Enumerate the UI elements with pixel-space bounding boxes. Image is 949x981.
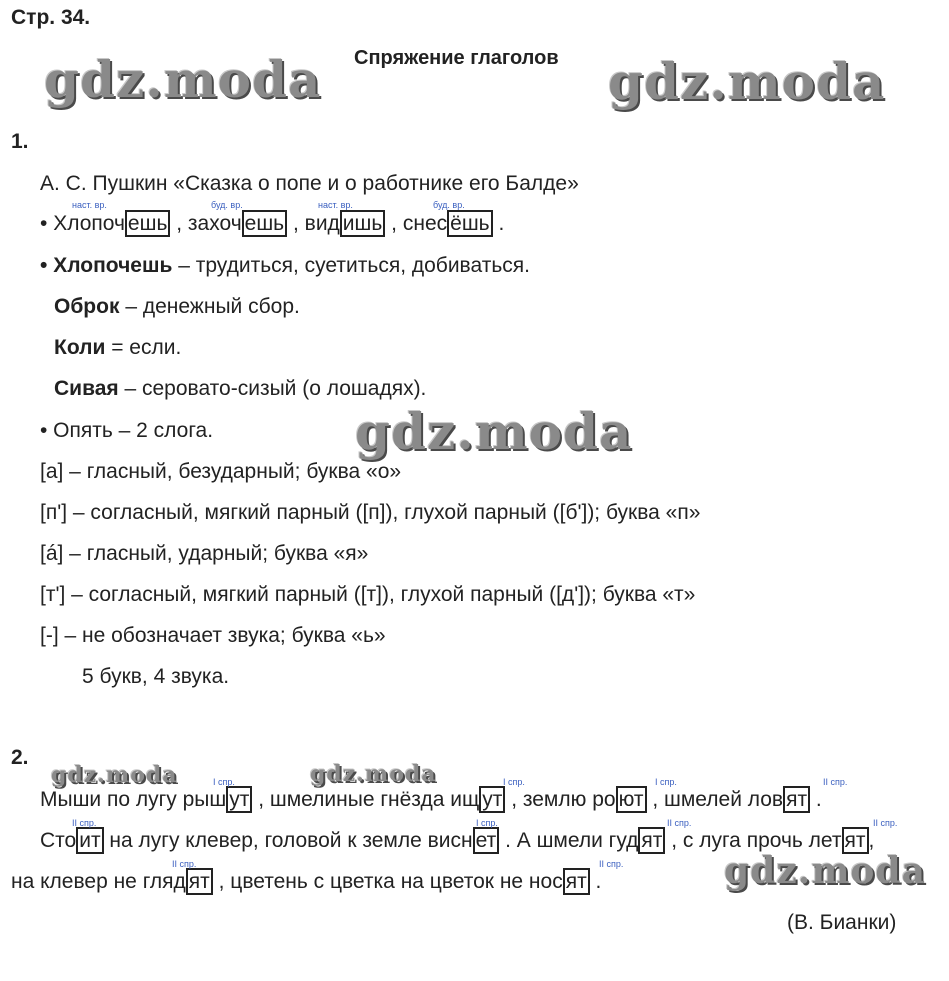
verb-ending-box: ят	[783, 786, 810, 813]
verb-endings-line	[40, 212, 504, 236]
tense-note: наст. вр.	[318, 200, 353, 210]
verb-ending-box: ёшь	[447, 210, 492, 237]
separator: ,	[176, 212, 183, 235]
verb-stem: снес	[402, 212, 448, 235]
verb-ending-box: ит	[76, 827, 103, 854]
exercise-1-source: А. С. Пушкин «Сказка о попе и о работнике его Балде»	[40, 172, 579, 195]
verb-ending-box: ишь	[340, 210, 386, 237]
text-fragment: Мыши по лугу рыш	[40, 788, 227, 811]
exercise-2-number: 2.	[11, 746, 29, 769]
verb-ending-box: ят	[638, 827, 665, 854]
glossary-term: Хлопочешь	[53, 254, 173, 277]
glossary-term: Оброк	[54, 295, 120, 318]
glossary-definition: – трудиться, суетиться, добиваться.	[172, 254, 530, 277]
conjugation-note: II спр.	[172, 859, 197, 869]
author-credit: (В. Бианки)	[787, 911, 897, 934]
conjugation-note: II спр.	[667, 818, 692, 828]
syllables-note: • Опять – 2 слога.	[40, 419, 214, 442]
phonetic-line: [а] – гласный, безударный; буква «о»	[40, 460, 402, 483]
text-fragment: , с луга прочь лет	[665, 829, 842, 852]
text-line	[40, 788, 822, 812]
text-fragment: на лугу клевер, головой к земле висн	[103, 829, 473, 852]
verb-ending-box: ят	[563, 868, 590, 895]
separator: ,	[391, 212, 398, 235]
verb-ending-box: ут	[479, 786, 505, 813]
verb-ending-box: ят	[842, 827, 869, 854]
phonetic-line: [á] – гласный, ударный; буква «я»	[40, 542, 369, 565]
tense-note: буд. вр.	[211, 200, 243, 210]
glossary-term: Сивая	[54, 377, 119, 400]
verb-stem: Хлопоч	[53, 212, 125, 235]
conjugation-note: I спр.	[655, 777, 677, 787]
separator: ,	[292, 212, 299, 235]
conjugation-note: II спр.	[599, 859, 624, 869]
watermark-logo: gdz.moda	[310, 761, 437, 787]
tense-note: буд. вр.	[433, 200, 465, 210]
phonetic-line: [п'] – согласный, мягкий парный ([п]), глухой парный ([б']); буква «п»	[40, 501, 701, 524]
verb-ending-box: ет	[473, 827, 500, 854]
glossary-item	[54, 336, 181, 360]
text-fragment: , шмелей лов	[646, 788, 784, 811]
watermark-logo: gdz.moda	[608, 52, 886, 111]
text-fragment: ,	[868, 829, 875, 852]
verb-ending-box: ут	[226, 786, 252, 813]
glossary-item	[54, 295, 300, 319]
text-fragment: .	[589, 870, 602, 893]
verb-stem: вид	[304, 212, 340, 235]
tense-note: наст. вр.	[72, 200, 107, 210]
exercise-1-number: 1.	[11, 130, 29, 153]
separator: .	[498, 212, 505, 235]
verb-stem: захоч	[187, 212, 242, 235]
text-fragment: .	[810, 788, 822, 811]
text-fragment: , землю ро	[505, 788, 616, 811]
page-title: Спряжение глаголов	[354, 47, 559, 69]
letters-sounds-summary: 5 букв, 4 звука.	[82, 665, 230, 688]
conjugation-note: II спр.	[873, 818, 898, 828]
glossary-item	[40, 254, 530, 278]
verb-ending-box: ют	[616, 786, 647, 813]
glossary-item	[54, 377, 426, 401]
watermark-logo: gdz.moda	[51, 762, 178, 788]
conjugation-note: I спр.	[503, 777, 525, 787]
glossary-definition: – денежный сбор.	[119, 295, 300, 318]
text-line	[40, 829, 874, 853]
glossary-definition: – серовато-сизый (о лошадях).	[118, 377, 427, 400]
conjugation-note: II спр.	[823, 777, 848, 787]
conjugation-note: I спр.	[213, 777, 235, 787]
page-label: Стр. 34.	[11, 6, 91, 29]
watermark-logo: gdz.moda	[355, 402, 633, 461]
glossary-term: Коли	[54, 336, 106, 359]
verb-ending-box: ешь	[242, 210, 287, 237]
conjugation-note: II спр.	[72, 818, 97, 828]
phonetic-line: [-] – не обозначает звука; буква «ь»	[40, 624, 386, 647]
text-fragment: , цветень с цветка на цветок не нос	[212, 870, 563, 893]
text-fragment: на клевер не гляд	[11, 870, 186, 893]
text-line	[11, 870, 601, 894]
watermark-logo: gdz.moda	[44, 50, 322, 109]
phonetic-line: [т'] – согласный, мягкий парный ([т]), глухой парный ([д']); буква «т»	[40, 583, 696, 606]
verb-ending-box: ешь	[125, 210, 170, 237]
conjugation-note: I спр.	[476, 818, 498, 828]
text-fragment: . А шмели гуд	[499, 829, 639, 852]
bullet: •	[40, 254, 48, 277]
bullet: •	[40, 212, 48, 235]
text-fragment: , шмелиные гнёзда ищ	[252, 788, 480, 811]
text-fragment: Сто	[40, 829, 77, 852]
verb-ending-box: ят	[186, 868, 213, 895]
glossary-definition: = если.	[105, 336, 182, 359]
watermark-logo: gdz.moda	[724, 850, 926, 892]
